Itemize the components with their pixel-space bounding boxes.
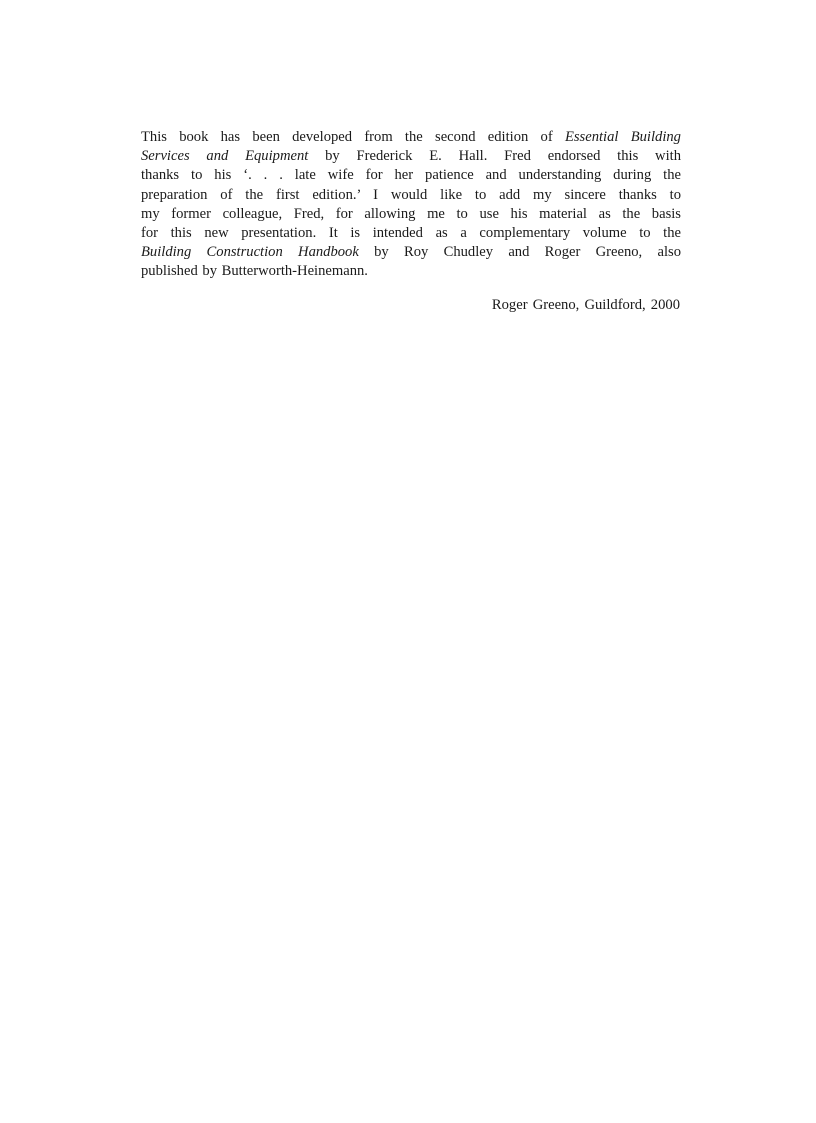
paragraph-line bbox=[141, 262, 681, 281]
paragraph-line bbox=[141, 128, 681, 147]
paragraph-line bbox=[141, 243, 681, 262]
author-signature-line: Roger Greeno, Guildford, 2000 bbox=[491, 297, 680, 313]
paragraph-line bbox=[141, 166, 681, 185]
line-4-text: preparation of the first edition.’ I would like to add my sincere thanks to bbox=[141, 186, 681, 203]
paragraph-line bbox=[141, 147, 681, 166]
paragraph-line bbox=[141, 205, 681, 224]
acknowledgement-paragraph bbox=[141, 128, 681, 282]
line-8-text: published by Butterworth-Heinemann. bbox=[141, 263, 368, 280]
paragraph-line bbox=[141, 186, 681, 205]
line-3-text: thanks to his ‘. . . late wife for her patience and understanding during the bbox=[141, 167, 681, 184]
paragraph-line bbox=[141, 224, 681, 243]
line-7-text: by Roy Chudley and Roger Greeno, also bbox=[358, 244, 681, 261]
line-6-text: for this new presentation. It is intended as a complementary volume to the bbox=[141, 224, 681, 241]
line-1-text: This book has been developed from the second edition of bbox=[141, 129, 565, 145]
line-2-text: by Frederick E. Hall. Fred endorsed this with bbox=[308, 148, 681, 165]
book-title-services-and-equipment: Services and Equipment bbox=[141, 148, 309, 165]
book-title-essential-building: Essential Building bbox=[564, 129, 681, 145]
book-title-building-construction-handbook: Building Construction Handbook bbox=[141, 244, 359, 261]
line-5-text: my former colleague, Fred, for allowing me to use his material as the basis bbox=[141, 205, 681, 222]
